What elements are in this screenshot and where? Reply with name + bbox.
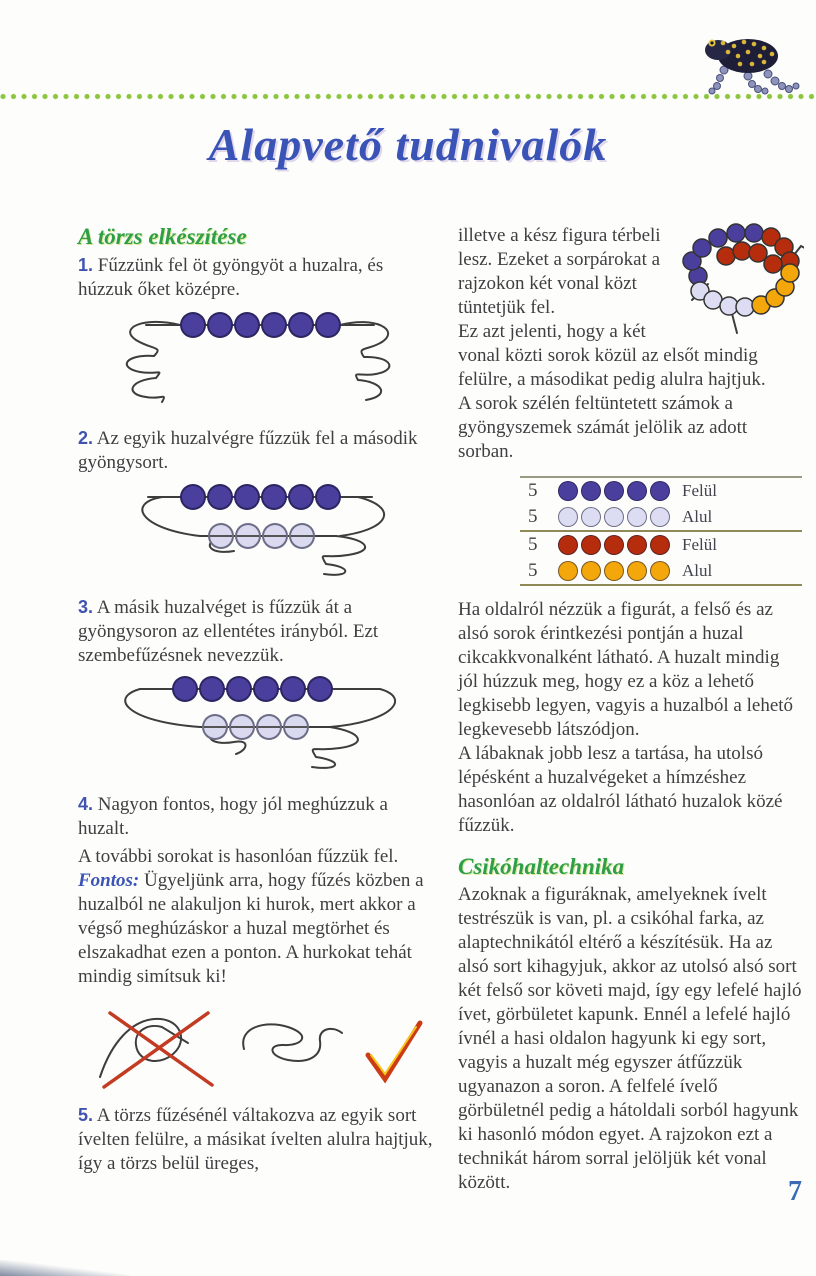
row-label: Alul — [682, 507, 713, 526]
bead — [315, 484, 341, 510]
step-3 — [78, 595, 442, 668]
bead — [581, 507, 601, 527]
bead — [307, 676, 333, 702]
bead — [288, 312, 314, 338]
row-count: 5 — [528, 560, 538, 581]
step-3-text: A másik huzalvéget is fűzzük át a gyöngysoron az ellentétes irányból. Ezt szembefűzésnek nevezzük. — [78, 597, 379, 666]
bead — [261, 312, 287, 338]
bead — [627, 507, 647, 527]
section-heading-csikohal: Csikóhaltechnika — [458, 854, 625, 879]
paragraph-lines-meaning: Ez azt jelenti, hogy a két vonal közti sorok közül az elsőt mindig felülre, a másodikat pedig alulra hajtjuk. — [458, 321, 766, 390]
bead — [558, 481, 578, 501]
bead-row-light — [208, 523, 315, 549]
bead — [280, 676, 306, 702]
step-1-number: 1. — [78, 255, 94, 275]
row-count: 5 — [528, 480, 538, 501]
important-label: Fontos: — [78, 870, 140, 891]
important-note — [78, 869, 442, 989]
bead — [558, 507, 578, 527]
bead — [207, 312, 233, 338]
bead — [581, 535, 601, 555]
red-cross-icon — [104, 1013, 212, 1087]
step-2-number: 2. — [78, 428, 94, 448]
intro-paragraph — [458, 224, 804, 320]
bead — [650, 535, 670, 555]
step-5-number: 5. — [78, 1105, 94, 1125]
paragraph-seahorse-technique: Azoknak a figuráknak, amelyeknek ívelt testrészük is van, pl. a csikóhal farka, az alaptechnikától eltérő a készítésük. Ha az alsó sort kihagyjuk, akkor az utolsó alsó sort két felső sor követi majd, így egy lefelé hajló ívet, görbületet kapunk. Ennél a lefelé hajló ívnél a hasi oldalon hagyunk ki egy sort, vagyis a huzalt még egyszer átfűzzük ugyanazon a soron. A felfelé ívelő görbületnél pedig a hátoldali sorból hagyunk ki hasonló módon egyet. A rajzokon ezt a technikát három sorral jelöljük két vonal között. — [458, 884, 802, 1193]
table-row — [520, 558, 802, 584]
checkmark-icon — [368, 1023, 420, 1079]
bead — [650, 507, 670, 527]
step-5 — [78, 1103, 442, 1176]
row-label: Felül — [682, 535, 717, 554]
row-label: Alul — [682, 561, 713, 580]
row-beads — [558, 535, 673, 555]
step-2 — [78, 426, 442, 475]
beaded-frog-image — [690, 26, 802, 96]
step-2-text: Az egyik huzalvégre fűzzük fel a második gyöngysort. — [78, 428, 418, 473]
scan-corner-shadow — [0, 1260, 130, 1276]
bead — [558, 535, 578, 555]
row-beads — [558, 481, 673, 501]
bead — [604, 507, 624, 527]
right-column — [458, 224, 804, 1195]
bead — [289, 523, 315, 549]
bead — [262, 523, 288, 549]
row-beads — [558, 507, 673, 527]
bead — [627, 481, 647, 501]
step-1 — [78, 253, 442, 302]
page-number: 7 — [788, 1176, 802, 1207]
bead — [604, 481, 624, 501]
bead-row-dark — [180, 484, 341, 510]
bead — [604, 561, 624, 581]
bead — [229, 714, 255, 740]
bead — [627, 561, 647, 581]
step-3-number: 3. — [78, 597, 94, 617]
bead-row-light — [202, 714, 309, 740]
bead — [208, 523, 234, 549]
step-4-number: 4. — [78, 794, 94, 814]
bead — [180, 312, 206, 338]
bead-diagram-step3 — [100, 672, 420, 784]
step-4-text-2: A további sorokat is hasonlóan fűzzük fel. — [78, 846, 399, 867]
bead — [207, 484, 233, 510]
bead — [256, 714, 282, 740]
bead-row-dark — [172, 676, 333, 702]
bead — [261, 484, 287, 510]
bead — [235, 523, 261, 549]
bead-diagram-step1 — [100, 306, 420, 418]
row-count: 5 — [528, 506, 538, 527]
table-row — [520, 478, 802, 504]
loop-drawing — [88, 997, 432, 1093]
bead — [650, 481, 670, 501]
bead — [180, 484, 206, 510]
intro-text: illetve a kész figura térbeli lesz. Ezeket a sorpárokat a rajzokon két vonal közt tüntetjük fel. — [458, 225, 661, 318]
row-beads — [558, 561, 673, 581]
left-column — [78, 224, 442, 1180]
paragraph-side-view: Ha oldalról nézzük a figurát, a felső és az alsó sorok érintkezési pontján a huzal cikcakkvonalként látható. A huzalt mindig jól húzzuk meg, hogy ez a köz a lehető legkisebb legyen, vagyis a huzalból a lehető legkevesebb látszódjon. — [458, 599, 794, 740]
bead — [650, 561, 670, 581]
paragraph-row-numbers: A sorok szélén feltüntetett számok a gyöngyszemek számát jelölik az adott sorban. — [458, 393, 748, 462]
important-text: Ügyeljünk arra, hogy fűzés közben a huzalból ne alakuljon ki hurok, mert akkor a végső meghúzáskor a huzal megtörhet és elszakadhat ezen a ponton. A hurkokat tehát mindig simítsuk ki! — [78, 870, 424, 987]
bead — [581, 561, 601, 581]
step-4 — [78, 792, 442, 841]
step-1-text: Fűzzünk fel öt gyöngyöt a huzalra, és húzzuk őket középre. — [78, 255, 384, 300]
page-title: Alapvető tudnivalók — [208, 119, 608, 170]
bead — [315, 312, 341, 338]
bead — [226, 676, 252, 702]
bead — [581, 481, 601, 501]
step-4-text: Nagyon fontos, hogy jól meghúzzuk a huzalt. — [78, 794, 388, 839]
table-row — [520, 532, 802, 558]
row-label: Felül — [682, 481, 717, 500]
bead — [202, 714, 228, 740]
paragraph-legs: A lábaknak jobb lesz a tartása, ha utolsó lépésként a huzalvégeket a hímzéshez hasonlóan az oldalról látható huzalok közé fűzzük. — [458, 743, 783, 836]
bead-row-dark — [180, 312, 341, 338]
bead — [627, 535, 647, 555]
bead — [253, 676, 279, 702]
bead — [234, 312, 260, 338]
bead — [558, 561, 578, 581]
section-heading-torzs: A törzs elkészítése — [78, 224, 247, 249]
bead — [234, 484, 260, 510]
bead — [288, 484, 314, 510]
bead-count-table — [520, 476, 802, 586]
bead-spiral-figure — [674, 220, 804, 338]
bead — [604, 535, 624, 555]
bead-diagram-step2 — [100, 479, 420, 587]
step-5-text: A törzs fűzésénél váltakozva az egyik sort ívelten felülre, a másikat ívelten alulra hajtjuk, így a törzs belül üreges, — [78, 1105, 433, 1174]
bead — [283, 714, 309, 740]
row-count: 5 — [528, 534, 538, 555]
bead — [199, 676, 225, 702]
bead — [172, 676, 198, 702]
table-row — [520, 504, 802, 532]
loop-warning-diagram — [88, 997, 432, 1093]
